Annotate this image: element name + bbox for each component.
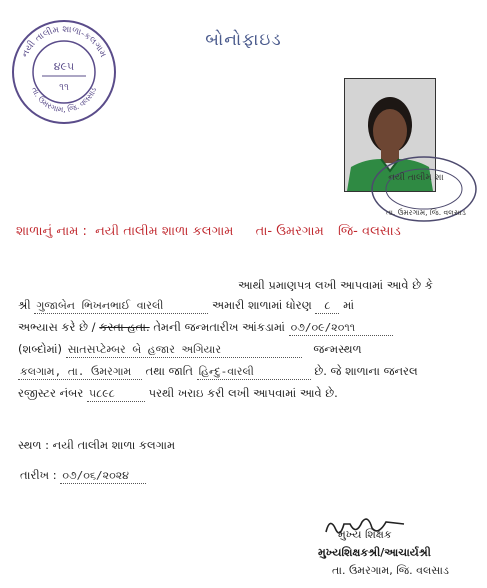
stamp-small-sub: તા. ઉમરગામ, જિ. વલસાડ [386, 208, 466, 217]
line2-b: તેમની જન્મતારીખ આંકડામાં [153, 320, 285, 334]
line3-end: જન્મસ્થળ [313, 342, 362, 356]
stamp-round-date: ૧૧ [59, 82, 69, 93]
date-line [20, 468, 146, 484]
standard: ૮ [315, 299, 339, 314]
signature-title: મુખ્યશિક્ષકશ્રી/આચાર્યશ્રી [318, 546, 431, 559]
intro-line: આથી પ્રમાણપત્ર લખી આપવામાં આવે છે કે [238, 278, 433, 292]
body-line-5 [18, 386, 338, 402]
place-value: નયી તાલીમ શાળા કલગામ [52, 438, 176, 452]
taluka: તા- ઉમરગામ [255, 224, 324, 239]
place-line [18, 438, 175, 453]
line5-a: રજીસ્ટર નંબર [18, 386, 84, 400]
line2-struck: કરતા હતા. [99, 320, 150, 334]
body-line-3 [18, 342, 362, 358]
line1-end: માં [343, 298, 355, 312]
svg-text:નયી તાલીમ શાળા-કલગામ [20, 25, 108, 59]
line4-mid: તથા જાતિ [145, 364, 194, 378]
dob-digits: ૦૭/૦૯/૨૦૧૧ [289, 321, 393, 336]
signature-address: તા. ઉમરગામ, જિ. વલસાડ [332, 564, 449, 577]
stamp-round-sub: તા. ઉમરગામ, જિ. વલસાડ [29, 85, 99, 115]
place-label: સ્થળ : [18, 438, 50, 452]
student-name: ગુજાબેન ભિખનભાઈ વારલી [34, 299, 208, 314]
school-small-stamp [368, 153, 480, 225]
caste: હિન્દુ-વારલી [197, 365, 311, 380]
register-number: ૫૮૯૮ [87, 387, 145, 402]
body-line-2 [18, 320, 393, 336]
stamp-small-text: નયી તાલીમ શા [388, 173, 444, 183]
school-info-line [16, 224, 405, 239]
dob-words: સાતસપ્ટેમ્બર બે હજાર અગિયાર [66, 343, 302, 358]
line2-a: અભ્યાસ કરે છે / [18, 320, 96, 334]
line5-end: પરથી ખરાઇ કરી લખી આપવામાં આવે છે. [148, 386, 338, 400]
prefix-shri: શ્રી [18, 298, 31, 312]
school-name: નયી તાલીમ શાળા કલગામ [95, 224, 234, 239]
line3-a: (શબ્દોમાં) [18, 342, 63, 356]
signature-role: મુખ્ય શિક્ષક [338, 528, 392, 541]
school-round-stamp [10, 18, 118, 126]
document-title: બોનોફાઇડ [205, 30, 282, 50]
date-value: ૦૭/૦૬/૨૦૨૪ [60, 469, 146, 484]
body-line-4 [18, 364, 418, 380]
line1-mid: અમારી શાળામાં ધોરણ [211, 298, 312, 312]
birthplace: કલગામ, તા. ઉમરગામ [18, 365, 142, 380]
district: જિ- વલસાડ [337, 224, 401, 239]
school-label: શાળાનું નામ : [16, 224, 87, 239]
stamp-round-number: ૪૯૫ [53, 60, 75, 73]
date-label: તારીખ : [20, 468, 57, 482]
body-line-1 [18, 298, 354, 314]
line4-end: છે. જે શાળાના જનરલ [314, 364, 418, 378]
stamp-round-text: નયી તાલીમ શાળા-કલગામ [20, 24, 108, 59]
